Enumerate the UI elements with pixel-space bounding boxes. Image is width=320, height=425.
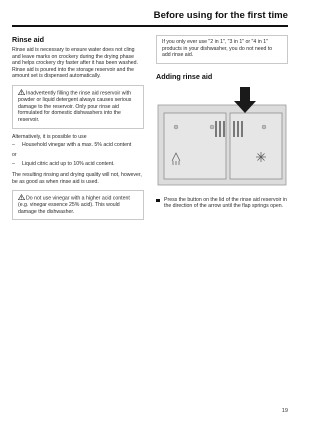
bullet-square: [156, 199, 160, 203]
page-number: 19: [281, 408, 288, 414]
step-text: Press the button on the lid of the rinse aid reservoir in the direction of the arrow until the flap springs open.: [164, 196, 287, 210]
page-header-title: Before using for the first time: [153, 10, 288, 21]
or-label: or: [12, 151, 17, 158]
result-paragraph: The resulting rinsing and drying quality will not, however, be as good as when rinse aid is used.: [12, 171, 142, 185]
list-dash: –: [12, 142, 15, 149]
alternatives-intro: Alternatively, it is possible to use: [12, 133, 87, 140]
rinse-aid-heading: Rinse aid: [12, 35, 44, 44]
list-dash: –: [12, 161, 15, 168]
info-box: If you only ever use "2 in 1", "3 in 1" or "4 in 1" products in your dishwasher, you do not need to add rinse aid.: [156, 35, 288, 64]
warning-text-2: Do not use vinegar with a higher acid content (e.g. vinegar essence 25% acid). This would damage the dishwasher.: [18, 195, 130, 215]
list-item-citric-acid: [12, 161, 144, 168]
intro-paragraph-2: Rinse aid is poured into the storage reservoir and the amount set is dispensed automatically.: [12, 66, 134, 80]
warning-text-1: Inadvertently filling the rinse aid reservoir with powder or liquid detergent always causes serious damage to the reservoir. Only pour rinse aid formulated for domestic dishwashers into the reservoir.: [18, 90, 132, 123]
warning-box-2: [12, 190, 144, 220]
right-column: [156, 35, 288, 210]
step-instruction: [156, 197, 288, 210]
warning-triangle-icon: [18, 89, 25, 95]
intro-paragraph: Rinse aid is necessary to ensure water does not cling and leave marks on crockery during the drying phase and helps crockery dry faster after it has been washed.: [12, 47, 139, 67]
adding-rinse-aid-heading: Adding rinse aid: [156, 71, 213, 81]
left-column: [12, 35, 144, 225]
list-item-vinegar: [12, 142, 144, 149]
warning-triangle-icon: [18, 194, 25, 200]
list-item-text: Liquid citric acid up to 10% acid content.: [22, 161, 115, 168]
warning-box-1: [12, 85, 144, 129]
header-rule: [12, 25, 288, 27]
dispenser-drawing: [156, 87, 288, 187]
dispenser-illustration: [156, 87, 288, 187]
list-item-text: Household vinegar with a max. 5% acid content: [22, 142, 132, 149]
